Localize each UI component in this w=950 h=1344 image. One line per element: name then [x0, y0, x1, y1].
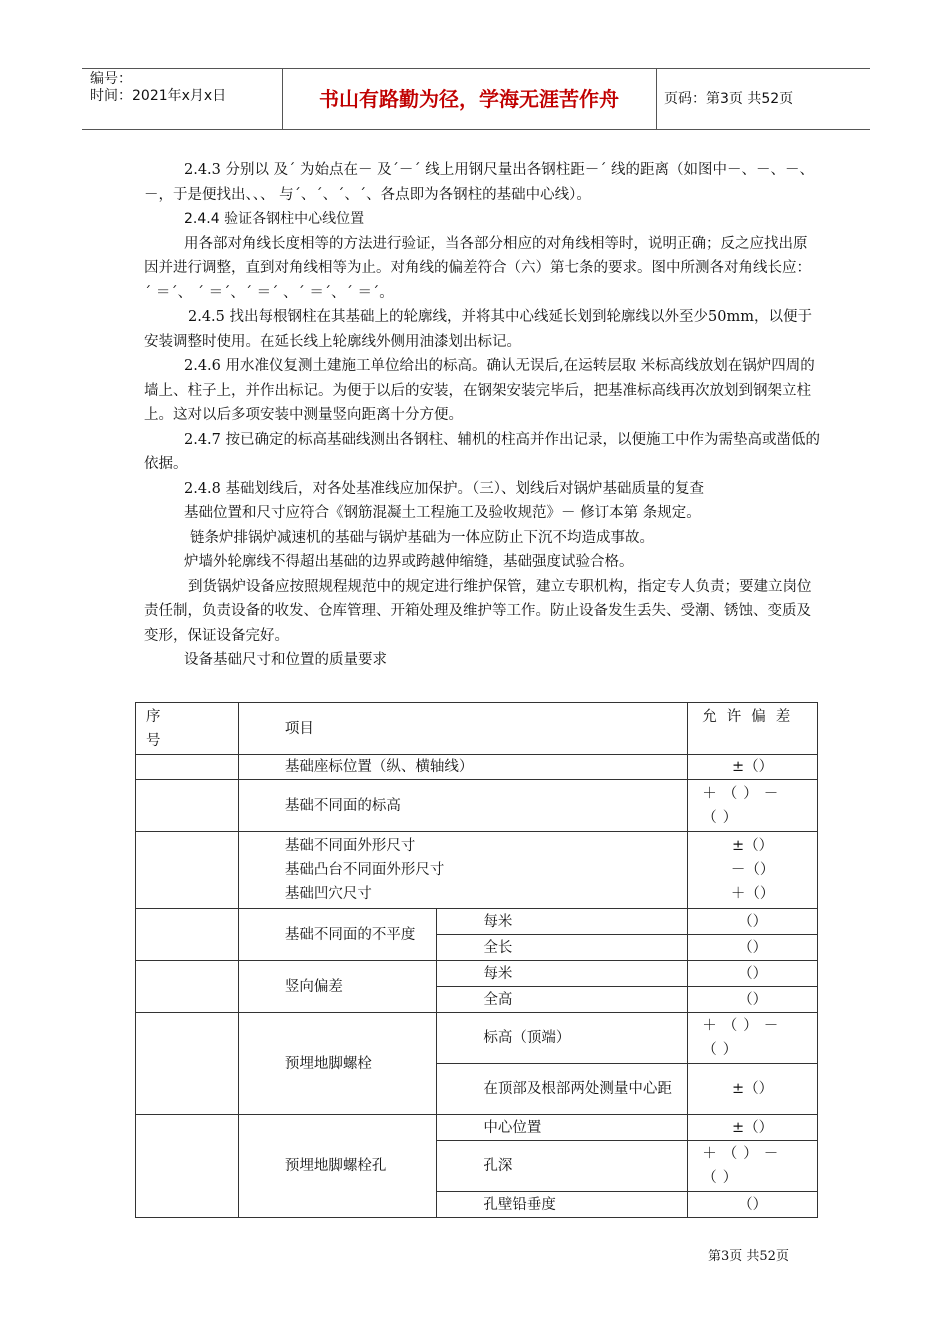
row-tolerance: （）: [688, 987, 818, 1013]
table-header-row: [136, 703, 818, 755]
row-tolerance: （）: [688, 1192, 818, 1218]
table-row: [136, 961, 818, 987]
paragraph: 炉墙外轮廓线不得超出基础的边界或跨越伸缩缝，基础强度试验合格。: [184, 554, 634, 570]
row-tolerance: ±（）: [732, 838, 774, 854]
page-footer: 第3页 共52页: [708, 1249, 789, 1264]
document-body: [144, 158, 820, 673]
row-item-group: [238, 832, 687, 909]
header-item: 项目: [238, 703, 687, 755]
row-subitem: 标高（顶端）: [437, 1013, 688, 1064]
row-no: [136, 1115, 239, 1218]
row-no: [136, 755, 239, 780]
header-tolerance: 允许偏差: [688, 703, 818, 755]
section-heading: 2.4.4 验证各钢柱中心线位置: [184, 211, 365, 227]
header-no: [136, 703, 239, 755]
row-tolerance: ＋（）: [730, 886, 775, 902]
row-tolerance: （）: [688, 935, 818, 961]
paragraph: 2.4.6 用水准仪复测土建施工单位给出的标高。确认无误后,在运转层取 米标高线放划在锅炉四周的墙上、柱子上，并作出标记。为便于以后的安装，在钢架安装完毕后，把基准标高线再次放划到钢架立柱上。这对以后多项安装中测量竖向距离十分方便。: [144, 358, 815, 423]
paragraph: 基础位置和尺寸应符合《钢筋混凝土工程施工及验收规范》－ 修订本第 条规定。: [184, 505, 701, 521]
row-tolerance: －（）: [730, 862, 775, 878]
row-no: [136, 832, 239, 909]
row-subitem: 每米: [437, 909, 688, 935]
table-row: [136, 1115, 818, 1141]
row-item: 基础不同面的不平度: [238, 909, 437, 961]
row-item: 预埋地脚螺栓孔: [238, 1115, 437, 1218]
row-item: 基础座标位置（纵、横轴线）: [238, 755, 687, 780]
document-time-label: 时间：2021年x月x日: [90, 88, 227, 104]
row-subitem: 孔壁铅垂度: [437, 1192, 688, 1218]
row-tolerance: ＋（）－（）: [688, 780, 818, 832]
row-item: 基础不同面的标高: [238, 780, 687, 832]
row-subitem: 在顶部及根部两处测量中心距: [437, 1064, 688, 1115]
paragraph: 链条炉排锅炉减速机的基础与锅炉基础为一体应防止下沉不均造成事故。: [190, 529, 654, 546]
row-tolerance: ±（）: [688, 1064, 818, 1115]
header-divider: [656, 69, 657, 129]
table-row: [136, 780, 818, 832]
row-no: [136, 909, 239, 961]
document-number-label: 编号：: [90, 71, 132, 87]
row-item: 竖向偏差: [238, 961, 437, 1013]
row-subitem: 孔深: [437, 1141, 688, 1192]
table-row: [136, 1013, 818, 1064]
row-tolerance: ＋（）－（）: [688, 1141, 818, 1192]
row-item: 基础凸台不同面外形尺寸: [284, 862, 445, 878]
paragraph: 2.4.5 找出每根钢柱在其基础上的轮廓线，并将其中心线延长划到轮廓线以外至少50mm，以便于安装调整时使用。在延长线上轮廓线外侧用油漆划出标记。: [144, 309, 812, 350]
row-tolerance: （）: [688, 961, 818, 987]
paragraph: 2.4.7 按已确定的标高基础线测出各钢柱、辅机的柱高并作出记录，以便施工中作为需垫高或凿低的依据。: [144, 431, 820, 472]
row-subitem: 全高: [437, 987, 688, 1013]
row-no: [136, 961, 239, 1013]
row-item: 基础不同面外形尺寸: [284, 838, 416, 854]
page-header: [82, 68, 870, 130]
row-item: 基础凹穴尺寸: [284, 886, 372, 902]
table-row: [136, 909, 818, 935]
row-no: [136, 1013, 239, 1115]
row-tolerance: （）: [688, 909, 818, 935]
row-subitem: 全长: [437, 935, 688, 961]
header-divider: [282, 69, 283, 129]
row-item: 预埋地脚螺栓: [238, 1013, 437, 1115]
table-row: [136, 755, 818, 780]
row-tolerance-group: [688, 832, 818, 909]
table-caption: 设备基础尺寸和位置的质量要求: [184, 652, 387, 668]
paragraph: 2.4.8 基础划线后，对各处基准线应加保护。（三）、划线后对锅炉基础质量的复查: [184, 480, 705, 497]
header-motto: 书山有路勤为径，学海无涯苦作舟: [319, 87, 619, 111]
header-no-label: 序号: [146, 709, 203, 749]
row-tolerance: ＋（）－（）: [688, 1013, 818, 1064]
row-tolerance: ±（）: [688, 755, 818, 780]
header-meta: [90, 71, 226, 105]
paragraph: 2.4.3 分别以 及´ 为始点在－ 及´－´ 线上用钢尺量出各钢柱距－´ 线的距离（如图中－、－、－、－，于是便找出、、、 与´、´、´、´、各点即为各钢柱的基础中心线）。: [144, 162, 815, 203]
quality-requirements-table: [135, 702, 818, 1218]
row-subitem: 每米: [437, 961, 688, 987]
paragraph: 用各部对角线长度相等的方法进行验证，当各部分相应的对角线相等时，说明正确；反之应找出原因并进行调整，直到对角线相等为止。对角线的偏差符合（六）第七条的要求。图中所测各对角线长应： ´ ＝´、 ´ ＝´、´ ＝´ 、´ ＝´、´ ＝´。: [144, 235, 811, 301]
paragraph: 到货锅炉设备应按照规程规范中的规定进行维护保管，建立专职机构，指定专人负责；要建立岗位责任制，负责设备的收发、仓库管理、开箱处理及维护等工作。防止设备发生丢失、受潮、锈蚀、变质及变形，保证设备完好。: [144, 578, 812, 644]
table-row: [136, 832, 818, 909]
row-subitem: 中心位置: [437, 1115, 688, 1141]
header-page-number: 页码：第3页 共52页: [664, 91, 794, 107]
row-tolerance: ±（）: [688, 1115, 818, 1141]
row-no: [136, 780, 239, 832]
